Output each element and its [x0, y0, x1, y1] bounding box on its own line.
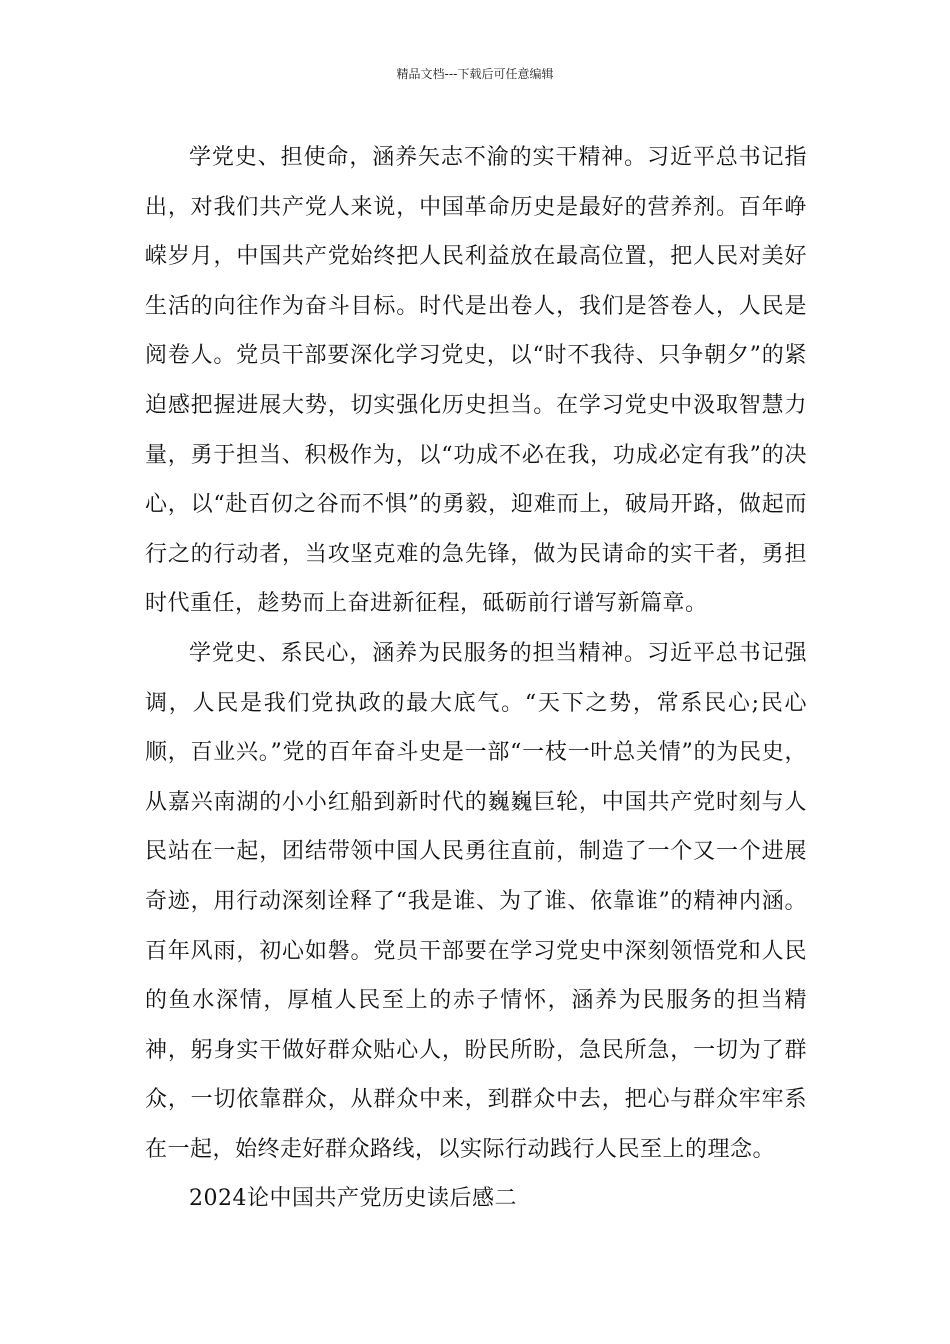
- document-body: [145, 133, 807, 1224]
- section-heading: 2024论中国共产党历史读后感二: [189, 1186, 517, 1212]
- page-header: 精品文档---下载后可任意编辑: [396, 67, 554, 81]
- paragraph-1: 学党史、担使命，涵养矢志不渝的实干精神。习近平总书记指出，对我们共产党人来说，中国革命历史是最好的营养剂。百年峥嵘岁月，中国共产党始终把人民利益放在最高位置，把人民对美好生活的向往作为奋斗目标。时代是出卷人，我们是答卷人，人民是阅卷人。党员干部要深化学习党史，以“时不我待、只争朝夕”的紧迫感把握进展大势，切实强化历史担当。在学习党史中汲取智慧力量，勇于担当、积极作为，以“功成不必在我，功成必定有我”的决心，以“赴百仞之谷而不惧”的勇毅，迎难而上，破局开路，做起而行之的行动者，当攻坚克难的急先锋，做为民请命的实干者，勇担时代重任，趁势而上奋进新征程，砥砺前行谱写新篇章。: [145, 145, 807, 617]
- paragraph-2: 学党史、系民心，涵养为民服务的担当精神。习近平总书记强调，人民是我们党执政的最大底气。“天下之势，常系民心;民心顺，百业兴。”党的百年奋斗史是一部“一枝一叶总关情”的为民史，从嘉兴南湖的小小红船到新时代的巍巍巨轮，中国共产党时刻与人民站在一起，团结带领中国人民勇往直前，制造了一个又一个进展奇迹，用行动深刻诠释了“我是谁、为了谁、依靠谁”的精神内涵。百年风雨，初心如磐。党员干部要在学习党史中深刻领悟党和人民的鱼水深情，厚植人民至上的赤子情怀，涵养为民服务的担当精神，躬身实干做好群众贴心人，盼民所盼，急民所急，一切为了群众，一切依靠群众，从群众中来，到群众中去，把心与群众牢牢系在一起，始终走好群众路线，以实际行动践行人民至上的理念。: [145, 640, 807, 1162]
